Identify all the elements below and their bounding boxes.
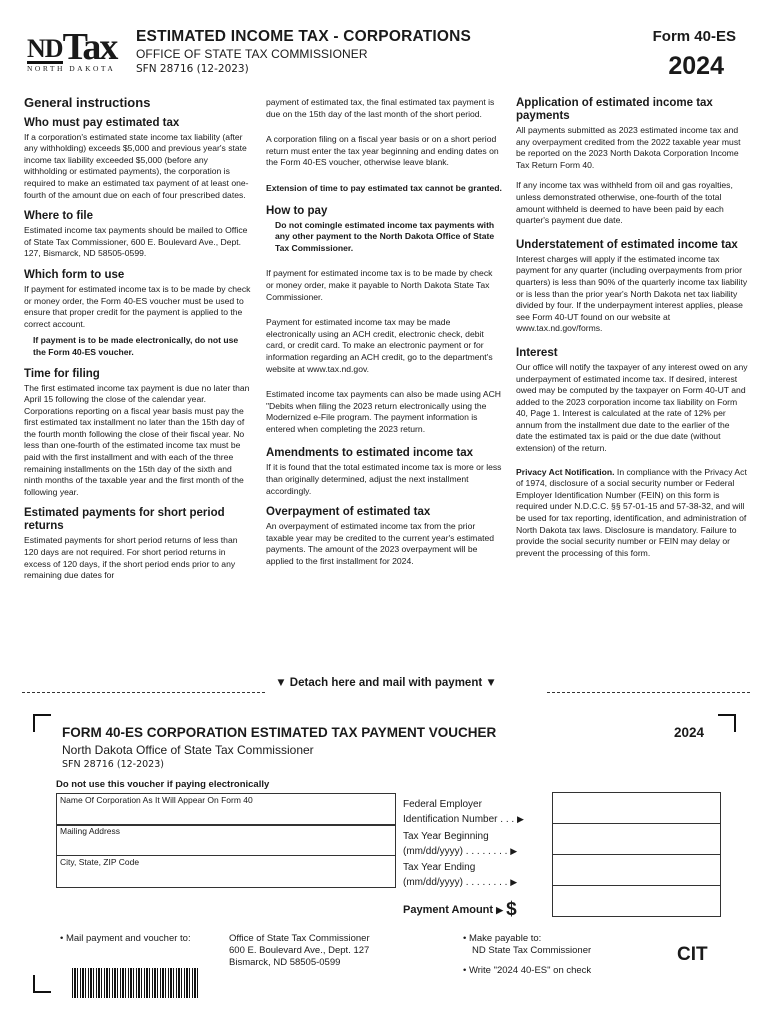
amendments-heading: Amendments to estimated income tax — [266, 447, 474, 460]
ending-label-line-2: (mm/dd/yyyy) . . . . . . . . — [403, 877, 508, 888]
fein-label-line-1: Federal Employer — [403, 799, 482, 810]
mail-address — [229, 933, 370, 969]
form-sfn: SFN 28716 (12-2023) — [136, 63, 249, 75]
instructions-column-2 — [266, 97, 502, 577]
beginning-label-line-1: Tax Year Beginning — [403, 831, 489, 842]
dollar-sign: $ — [506, 899, 517, 920]
privacy-act-body: In compliance with the Privacy Act of 1974, disclosure of a social security number or Federal Employer Identification Number (FEIN) on this form is required under N.D.C.C. §§ 57-01-15 and 57-38-32, and will be used for tax reporting, identification, and administration of North Dakota tax laws. Disclosure is mandatory. Failure to provide the social security number or FEIN may delay or prevent the processing of this form. — [516, 466, 747, 558]
payment-amount-text: Payment Amount — [403, 904, 494, 916]
payable-line-1: • Make payable to: — [463, 933, 542, 944]
barcode — [72, 968, 198, 998]
instructions-column-1 — [24, 97, 252, 591]
page-title: ESTIMATED INCOME TAX - CORPORATIONS — [136, 28, 472, 45]
how-to-pay-electronic: Payment for estimated income tax may be made electronically using an ACH credit, electronic check, debit card, or credit card. To make an electronic payment or for information regarding an ACH credit, go to the department's website at www.tax.nd.gov. — [266, 317, 493, 374]
logo-nd: ND — [27, 34, 63, 63]
interest-text: Our office will notify the taxpayer of any interest owed on any underpayment of estimated income tax. If desired, interest owed may be computed by the taxpayer on Form 40-UT and added to the 2023 corporation income tax liability on Form 40, Page 1. Interest is calculated at the rate of 12% per annum from the installment due date to the earlier of the date the estimated tax is paid or the due date (without extension) of the return. — [516, 361, 748, 454]
which-form-heading: Which form to use — [24, 268, 125, 281]
instructions-column-3 — [516, 97, 748, 568]
understatement-heading: Understatement of estimated income tax — [516, 238, 738, 251]
logo-subtitle: NORTH DAKOTA — [27, 64, 116, 73]
who-must-pay-text: If a corporation's estimated state income tax liability (after any withholding) exceeds $5,000 and previous year's state income tax liability exceeded $5,000 (before any withholding or estimated payments), the corporation is required to make an estimated tax payment of at least one-fourth of the amount due on each of four prescribed dates. — [24, 131, 249, 200]
corner-mark-top-right — [718, 714, 736, 732]
corporation-name-label: Name Of Corporation As It Will Appear On Form 40 — [60, 795, 253, 805]
overpayment-text: An overpayment of estimated income tax from the prior taxable year may be credited to the current year's estimated payments. The amount of the 2023 overpayment will be applied to the first installment for 2024. — [266, 521, 495, 567]
form-year: 2024 — [668, 52, 724, 80]
payment-amount-input[interactable] — [552, 885, 721, 917]
mailing-address-label: Mailing Address — [60, 826, 121, 836]
how-to-pay-check: If payment for estimated income tax is to be made by check or money order, make it payable to North Dakota State Tax Commissioner. — [266, 268, 493, 302]
overpayment-heading: Overpayment of estimated tax — [266, 506, 431, 519]
tax-year-beginning-label — [403, 830, 517, 859]
payment-amount-label — [403, 899, 517, 920]
cit-code: CIT — [677, 944, 708, 965]
voucher-year: 2024 — [674, 725, 705, 740]
understatement-text: Interest charges will apply if the estimated income tax payment for any quarter (including overpayments from prior quarters) is less than 90% of the quarterly income tax liability or is less than the prior year's North Dakota net tax liability divided by four. If the underpayment interest applies, please see Form 40-UT found on our website at www.tax.nd.gov/forms. — [516, 253, 748, 334]
corporation-name-field[interactable] — [56, 793, 396, 826]
interest-heading: Interest — [516, 346, 558, 359]
arrow-right-icon: ▶ — [510, 877, 518, 887]
mail-address-line-3: Bismarck, ND 58505-0599 — [229, 957, 341, 968]
fiscal-year-text: A corporation filing on a fiscal year basis or on a short period return must enter the tax year beginning and ending dates on the Form 40-ES voucher, otherwise leave blank. — [266, 134, 499, 168]
where-to-file-heading: Where to file — [24, 210, 94, 223]
city-state-zip-field[interactable] — [56, 855, 396, 888]
voucher-sfn: SFN 28716 (12-2023) — [62, 759, 164, 770]
payable-to — [463, 933, 591, 957]
tax-year-beginning-input[interactable] — [552, 823, 721, 855]
logo-tax: Tax — [62, 26, 117, 68]
short-period-continued: payment of estimated tax, the final estimated tax payment is due on the 15th day of the last month of the short period. — [266, 97, 495, 119]
corner-mark-bottom-left — [33, 975, 51, 993]
city-state-zip-label: City, State, ZIP Code — [60, 857, 140, 867]
electronic-note: If payment is to be made electronically, do not use the Form 40-ES voucher. — [33, 335, 239, 357]
how-to-pay-ach: Estimated income tax payments can also be made using ACH "Debits when filing the 2023 return electronically using the Modernized e-File program. The payment information is entered when completing the 2023 return. — [266, 389, 502, 434]
short-period-text: Estimated payments for short period returns of less than 120 days are not required. For short period returns in excess of 120 days, if the short period ends prior to any remaining due dates for — [24, 535, 238, 581]
fein-label-line-2: Identification Number . . . — [403, 814, 515, 825]
nd-tax-logo — [27, 26, 117, 78]
office-name: OFFICE OF STATE TAX COMMISSIONER — [136, 47, 368, 61]
mailing-address-field[interactable] — [56, 824, 396, 856]
voucher-office: North Dakota Office of State Tax Commissioner — [62, 743, 314, 757]
detach-line — [22, 676, 750, 696]
short-period-heading: Estimated payments for short period returns — [24, 507, 225, 533]
application-text-1: All payments submitted as 2023 estimated income tax and any overpayment credited from the 2022 taxable year must be reported on the 2023 North Dakota Corporation Income Tax Return Form 40. — [516, 125, 741, 170]
form-number: Form 40-ES — [652, 28, 736, 45]
extension-note: Extension of time to pay estimated tax cannot be granted. — [266, 182, 502, 193]
arrow-right-icon: ▶ — [516, 814, 524, 824]
privacy-act-text — [516, 467, 748, 560]
arrow-right-icon: ▶ — [510, 846, 518, 856]
fein-input[interactable] — [552, 792, 721, 824]
mail-address-line-2: 600 E. Boulevard Ave., Dept. 127 — [229, 945, 370, 956]
no-electronic-note: Do not use this voucher if paying electronically — [56, 779, 270, 790]
voucher-title: FORM 40-ES CORPORATION ESTIMATED TAX PAYMENT VOUCHER — [62, 725, 497, 740]
payable-line-2: ND State Tax Commissioner — [472, 945, 592, 956]
detach-text: ▼ Detach here and mail with payment ▼ — [275, 677, 497, 689]
time-for-filing-text: The first estimated income tax payment is due no later than April 15 following the close of the calendar year. Corporations reporting on a fiscal year basis must pay the first estimated tax installment no later than the 15th day of the fourth month following the close of their fiscal year. No less than one-fourth of the estimated income tax must be paid with the first installment and with each of the three remaining installments on the 15th day of the sixth and ninth months of the taxable year and the first month of the following year. — [24, 382, 250, 497]
mail-address-line-1: Office of State Tax Commissioner — [229, 933, 370, 944]
application-text-2: If any income tax was withheld from oil and gas royalties, unless demonstrated otherwise, one-fourth of the total amount withheld is deemed to have been paid by each quarter's payment due date. — [516, 180, 733, 226]
ending-label-line-1: Tax Year Ending — [403, 862, 476, 873]
who-must-pay-heading: Who must pay estimated tax — [24, 116, 180, 129]
amendments-text: If it is found that the total estimated income tax is more or less than originally determined, adjust the next installment accordingly. — [266, 462, 502, 496]
application-heading: Application of estimated income tax payments — [516, 97, 713, 122]
beginning-label-line-2: (mm/dd/yyyy) . . . . . . . . — [403, 846, 508, 857]
time-for-filing-heading: Time for filing — [24, 367, 100, 380]
comingle-note: Do not comingle estimated income tax payments with any other payment to the North Dakota Office of State Tax Commissioner. — [275, 219, 495, 253]
how-to-pay-heading: How to pay — [266, 204, 328, 217]
mail-to-label: • Mail payment and voucher to: — [60, 933, 191, 944]
tax-year-ending-label — [403, 861, 517, 890]
fein-label — [403, 798, 524, 827]
arrow-right-icon: ▶ — [496, 905, 504, 915]
tax-year-ending-input[interactable] — [552, 854, 721, 886]
where-to-file-text: Estimated income tax payments should be mailed to Office of State Tax Commissioner, 600 E. Boulevard Ave., Dept. 127, Bismarck, ND 58505-0599. — [24, 225, 248, 259]
general-instructions-heading: General instructions — [24, 95, 151, 110]
corner-mark-top-left — [33, 714, 51, 732]
which-form-text: If payment for estimated income tax is to be made by check or money order, the Form 40-ES voucher must be used to ensure that proper credit for the payment is applied to the correct account. — [24, 283, 251, 329]
write-on-check: • Write "2024 40-ES" on check — [463, 965, 592, 976]
privacy-act-label: Privacy Act Notification. — [516, 466, 615, 477]
